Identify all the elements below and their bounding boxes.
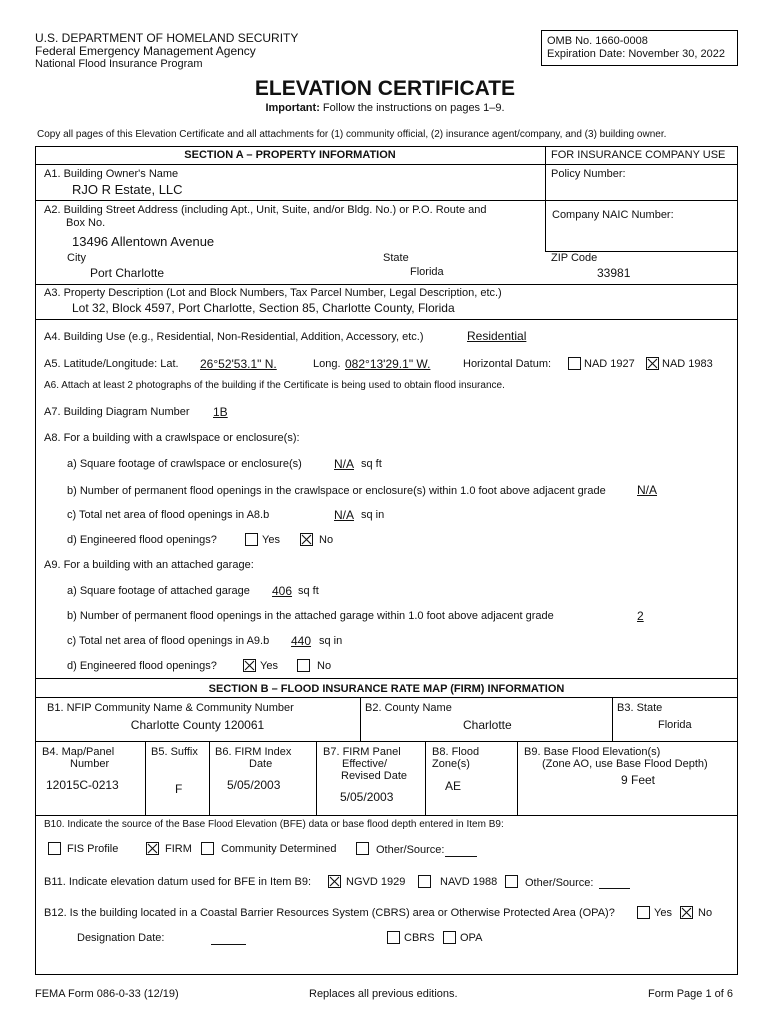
b2-county[interactable]: Charlotte [463, 718, 512, 732]
row-rule-b4 [35, 815, 738, 816]
a3-property-description[interactable]: Lot 32, Block 4597, Port Charlotte, Section 85, Charlotte County, Florida [72, 301, 455, 315]
row-rule-b1 [35, 741, 738, 742]
page-title: ELEVATION CERTIFICATE [254, 77, 516, 100]
checked-x-icon [244, 660, 255, 671]
checked-x-icon [329, 876, 340, 887]
important-note [0, 102, 770, 114]
b12-yes-label: Yes [654, 907, 672, 919]
fis-profile-checkbox[interactable] [48, 842, 61, 855]
firm-label: FIRM [165, 843, 192, 855]
naic-label: Company NAIC Number: [552, 209, 674, 221]
b3-state[interactable]: Florida [658, 719, 692, 731]
state-label: State [383, 252, 409, 264]
a9c-value[interactable]: 440 [291, 634, 312, 648]
city-value[interactable]: Port Charlotte [90, 266, 165, 280]
page-number: Form Page 1 of 6 [648, 988, 733, 1000]
b6-label-cont: Date [249, 758, 273, 770]
fis-profile-label: FIS Profile [67, 843, 119, 855]
a9a-value[interactable]: 406 [272, 584, 293, 598]
important-label: Important: [265, 102, 320, 114]
frame-top [35, 146, 738, 147]
b12-yes-checkbox[interactable] [637, 906, 650, 919]
frame-right [737, 146, 738, 975]
b11-other-label: Other/Source: [525, 877, 594, 889]
omb-number: OMB No. 1660-0008 [547, 35, 648, 47]
b8-label: B8. Flood [432, 746, 480, 758]
a8b-value[interactable]: N/A [637, 483, 658, 497]
row-rule-city [35, 284, 738, 285]
a5-label: A5. Latitude/Longitude: Lat. [44, 358, 179, 370]
firm-checkbox[interactable] [146, 842, 159, 855]
a9d-no-checkbox[interactable] [297, 659, 310, 672]
section-b-header-rule [35, 697, 738, 698]
a8c-value[interactable]: N/A [334, 508, 355, 522]
city-label: City [67, 252, 86, 264]
a9a-label: a) Square footage of attached garage [67, 585, 250, 597]
cbrs-checkbox[interactable] [387, 931, 400, 944]
b5-label: B5. Suffix [151, 746, 198, 758]
insurance-col-rule [545, 146, 546, 252]
a8d-yes-label: Yes [262, 534, 280, 546]
b10-other-label: Other/Source: [376, 844, 445, 856]
a5-latitude[interactable]: 26°52'53.1" N. [200, 357, 277, 371]
designation-date-input[interactable] [211, 944, 246, 945]
a8a-label: a) Square footage of crawlspace or enclosure(s) [67, 458, 302, 470]
a8d-label: d) Engineered flood openings? [67, 534, 217, 546]
a2-street-address[interactable]: 13496 Allentown Avenue [72, 234, 215, 249]
b12-no-label: No [698, 907, 713, 919]
zip-label: ZIP Code [551, 252, 598, 264]
b6-label: B6. FIRM Index [215, 746, 292, 758]
a8-label: A8. For a building with a crawlspace or enclosure(s): [44, 432, 300, 444]
form-number: FEMA Form 086-0-33 (12/19) [35, 988, 179, 1000]
navd1988-checkbox[interactable] [418, 875, 431, 888]
a9c-label: c) Total net area of flood openings in A9.b [67, 635, 270, 647]
b4-label-cont: Number [70, 758, 110, 770]
a9d-yes-label: Yes [260, 660, 278, 672]
b9-label: B9. Base Flood Elevation(s) [524, 746, 661, 758]
a8a-unit: sq ft [361, 458, 382, 470]
b10-other-input[interactable] [445, 856, 477, 857]
checked-x-icon [301, 534, 312, 545]
section-b-header: SECTION B – FLOOD INSURANCE RATE MAP (FIRM) INFORMATION [208, 683, 565, 695]
frame-bottom [35, 974, 738, 975]
a9d-no-label: No [317, 660, 332, 672]
b5-suffix[interactable]: F [175, 782, 183, 796]
b11-label: B11. Indicate elevation datum used for BFE in Item B9: [44, 876, 311, 888]
b10-label: B10. Indicate the source of the Base Flood Elevation (BFE) data or base flood depth entered in Item B9: [44, 819, 504, 830]
b1-b2-divider [360, 697, 361, 741]
b4-b5-divider [145, 741, 146, 815]
policy-number-label: Policy Number: [551, 168, 626, 180]
b7-label-cont2: Revised Date [341, 770, 408, 782]
b1-label: B1. NFIP Community Name & Community Number [47, 702, 294, 714]
section-a-header-rule [35, 164, 738, 165]
a9d-yes-checkbox[interactable] [243, 659, 256, 672]
a8d-no-checkbox[interactable] [300, 533, 313, 546]
nad1983-label: NAD 1983 [662, 358, 713, 370]
b1-community[interactable]: Charlotte County 120061 [130, 718, 265, 732]
zip-value[interactable]: 33981 [597, 266, 631, 280]
checked-x-icon [647, 358, 658, 369]
b8-flood-zone[interactable]: AE [445, 779, 462, 793]
b5-b6-divider [209, 741, 210, 815]
a3-label: A3. Property Description (Lot and Block Numbers, Tax Parcel Number, Legal Description, etc.) [44, 287, 502, 299]
nad1927-label: NAD 1927 [584, 358, 635, 370]
a7-diagram-number[interactable]: 1B [213, 405, 228, 419]
ngvd1929-checkbox[interactable] [328, 875, 341, 888]
b6-index-date[interactable]: 5/05/2003 [227, 778, 281, 792]
nad1927-checkbox[interactable] [568, 357, 581, 370]
b8-label-cont: Zone(s) [432, 758, 470, 770]
b7-label-cont: Effective/ [342, 758, 388, 770]
section-a-header: SECTION A – PROPERTY INFORMATION [184, 149, 396, 161]
a9c-unit: sq in [319, 635, 343, 647]
expiration-date: Expiration Date: November 30, 2022 [547, 48, 725, 60]
datum-label: Horizontal Datum: [463, 358, 552, 370]
navd1988-label: NAVD 1988 [440, 876, 498, 888]
b2-label: B2. County Name [365, 702, 452, 714]
a8b-label: b) Number of permanent flood openings in the crawlspace or enclosure(s) within 1.0 foot above adjacent grade [67, 485, 606, 497]
b10-other-checkbox[interactable] [356, 842, 369, 855]
a9-label: A9. For a building with an attached garage: [44, 559, 254, 571]
nad1983-checkbox[interactable] [646, 357, 659, 370]
a9b-value[interactable]: 2 [637, 609, 644, 623]
b4-map-panel[interactable]: 12015C-0213 [46, 778, 119, 792]
opa-label: OPA [460, 932, 483, 944]
state-value[interactable]: Florida [410, 266, 444, 278]
a7-label: A7. Building Diagram Number [44, 406, 190, 418]
a9a-unit: sq ft [298, 585, 319, 597]
b12-no-checkbox[interactable] [680, 906, 693, 919]
b2-b3-divider [612, 697, 613, 741]
community-determined-checkbox[interactable] [201, 842, 214, 855]
important-text: Follow the instructions on pages 1–9. [319, 102, 505, 114]
insurance-use-header: FOR INSURANCE COMPANY USE [551, 149, 726, 161]
a8a-value[interactable]: N/A [334, 457, 355, 471]
a5-long-label: Long. [313, 358, 341, 370]
designation-date-label: Designation Date: [77, 932, 165, 944]
row-rule-a3 [35, 319, 738, 320]
b9-label-cont: (Zone AO, use Base Flood Depth) [542, 758, 708, 770]
replaces-note: Replaces all previous editions. [309, 988, 458, 1000]
section-b-top-rule [35, 678, 738, 679]
a2-label: A2. Building Street Address (including Apt., Unit, Suite, and/or Bldg. No.) or P.O. Route and [44, 204, 487, 216]
b7-b8-divider [425, 741, 426, 815]
a9b-label: b) Number of permanent flood openings in the attached garage within 1.0 foot above adjacent grade [67, 610, 554, 622]
row-rule-a1 [35, 200, 738, 201]
opa-checkbox[interactable] [443, 931, 456, 944]
b7-panel-date[interactable]: 5/05/2003 [340, 790, 394, 804]
a1-label: A1. Building Owner's Name [44, 168, 179, 180]
b11-other-input[interactable] [599, 888, 630, 889]
a4-building-use[interactable]: Residential [467, 329, 527, 343]
a8d-yes-checkbox[interactable] [245, 533, 258, 546]
a8d-no-label: No [319, 534, 334, 546]
agency-subname: Federal Emergency Management Agency [35, 44, 256, 58]
a2-label-cont: Box No. [66, 217, 106, 229]
a4-label: A4. Building Use (e.g., Residential, Non-Residential, Addition, Accessory, etc.) [44, 331, 424, 343]
b11-other-checkbox[interactable] [505, 875, 518, 888]
omb-box [541, 30, 738, 66]
agency-name: U.S. DEPARTMENT OF HOMELAND SECURITY [35, 31, 299, 45]
a9d-label: d) Engineered flood openings? [67, 660, 217, 672]
b12-label: B12. Is the building located in a Coastal Barrier Resources System (CBRS) area or Otherwise Protected Area (OPA)? [44, 907, 615, 919]
b6-b7-divider [316, 741, 317, 815]
checked-x-icon [147, 843, 158, 854]
ngvd1929-label: NGVD 1929 [346, 876, 406, 888]
cbrs-label: CBRS [404, 932, 435, 944]
copy-instructions: Copy all pages of this Elevation Certificate and all attachments for (1) community official, (2) insurance agent/company, and (3) building owner. [37, 129, 667, 140]
a5-longitude[interactable]: 082°13'29.1" W. [345, 357, 431, 371]
b9-base-flood-elevation[interactable]: 9 Feet [621, 773, 656, 787]
program-name: National Flood Insurance Program [35, 58, 203, 70]
b8-b9-divider [517, 741, 518, 815]
a8c-unit: sq in [361, 509, 385, 521]
checked-x-icon [681, 907, 692, 918]
b3-label: B3. State [617, 702, 663, 714]
community-determined-label: Community Determined [221, 843, 337, 855]
a6-label: A6. Attach at least 2 photographs of the building if the Certificate is being used to obtain flood insurance. [44, 380, 505, 391]
frame-left [35, 146, 36, 975]
a1-owner-name[interactable]: RJO R Estate, LLC [72, 182, 183, 197]
a8c-label: c) Total net area of flood openings in A8.b [67, 509, 270, 521]
b7-label: B7. FIRM Panel [323, 746, 401, 758]
b4-label: B4. Map/Panel [42, 746, 115, 758]
